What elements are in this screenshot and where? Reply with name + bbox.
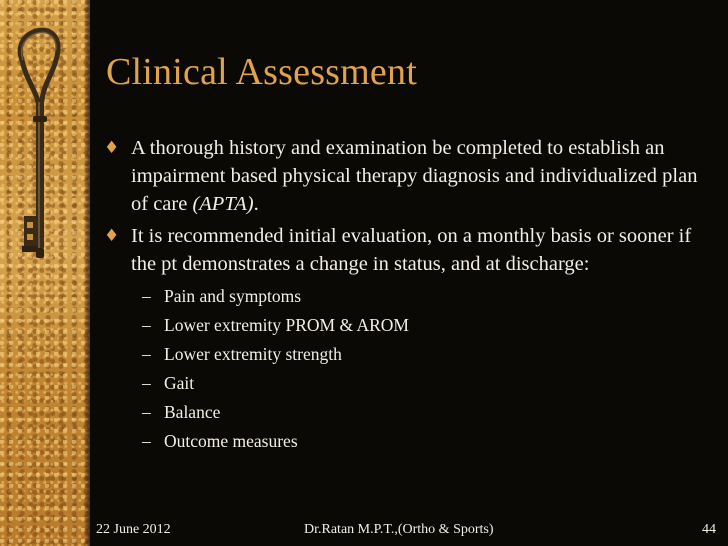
slide-footer xyxy=(0,518,728,546)
sub-bullet-text: Lower extremity PROM & AROM xyxy=(164,315,409,335)
dash-bullet-icon: – xyxy=(142,315,151,335)
sub-bullet-item xyxy=(104,427,714,456)
footer-author: Dr.Ratan M.P.T.,(Ortho & Sports) xyxy=(304,522,494,537)
dash-bullet-icon: – xyxy=(142,402,151,422)
sub-bullet-text: Balance xyxy=(164,402,221,422)
slide-content xyxy=(104,134,714,456)
dash-bullet-icon: – xyxy=(142,344,151,364)
sub-bullet-item xyxy=(104,340,714,369)
dash-bullet-icon: – xyxy=(142,431,151,451)
slide-title: Clinical Assessment xyxy=(106,51,417,93)
sub-bullet-item xyxy=(104,369,714,398)
skeleton-key-image xyxy=(8,20,78,280)
sub-bullet-text: Gait xyxy=(164,373,195,393)
bullet-text: A thorough history and examination be completed to establish an impairment based physical therapy diagnosis and individualized plan of care xyxy=(131,137,698,215)
sub-bullet-item xyxy=(104,282,714,311)
sub-bullet-text: Outcome measures xyxy=(164,431,298,451)
sub-bullet-item xyxy=(104,398,714,427)
sub-bullet-text: Pain and symptoms xyxy=(164,286,302,306)
footer-date: 22 June 2012 xyxy=(96,522,171,537)
dash-bullet-icon: – xyxy=(142,286,151,306)
citation-text: (APTA) xyxy=(192,193,254,215)
sub-bullet-item xyxy=(104,311,714,340)
bullet-text: It is recommended initial evaluation, on a monthly basis or sooner if the pt demonstrates a change in status, and at discharge: xyxy=(131,225,692,275)
page-number: 44 xyxy=(702,522,716,537)
dash-bullet-icon: – xyxy=(142,373,151,393)
bullet-item xyxy=(104,222,714,278)
sidebar-texture xyxy=(0,0,90,546)
diamond-bullet-icon: ♦ xyxy=(104,138,120,158)
sub-bullet-list xyxy=(104,282,714,456)
bullet-item xyxy=(104,134,714,218)
sub-bullet-text: Lower extremity strength xyxy=(164,344,342,364)
bullet-end: . xyxy=(253,193,259,215)
diamond-bullet-icon: ♦ xyxy=(104,226,120,246)
